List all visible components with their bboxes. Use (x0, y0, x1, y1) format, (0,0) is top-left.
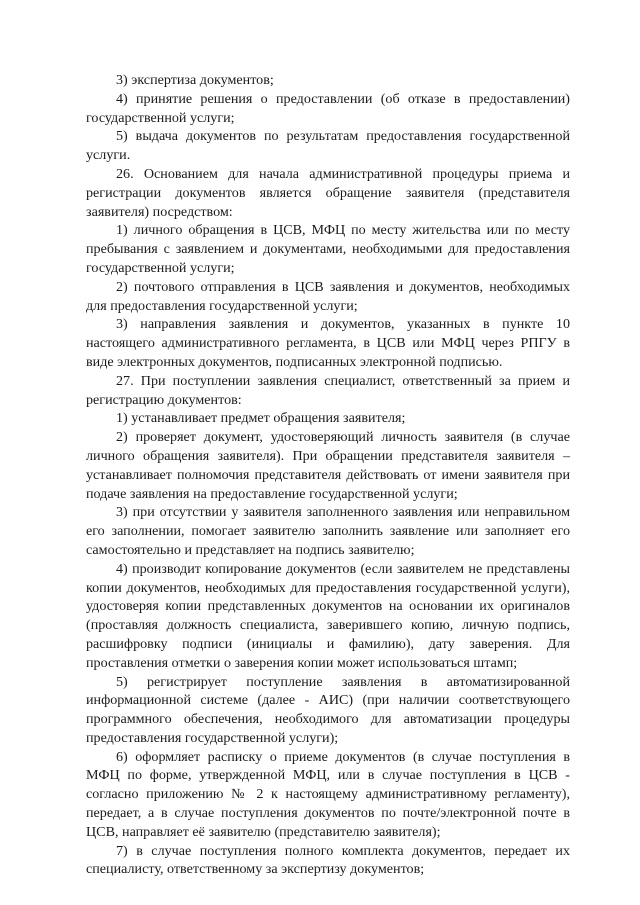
paragraph-27-item-2: 2) проверяет документ, удостоверяющий личность заявителя (в случае личного обращения заявителя). При обращении представителя заявителя – устанавливает полномочия представителя действовать от имени заявителя при подаче заявления на предоставление государственной услуги; (86, 429, 570, 502)
paragraph-27-item-1: 1) устанавливает предмет обращения заявителя; (116, 410, 406, 427)
paragraph-item-5-issuance: 5) выдача документов по результатам предоставления государственной услуги. (86, 128, 570, 164)
paragraph-26-item-1: 1) личного обращения в ЦСВ, МФЦ по месту жительства или по месту пребывания с заявлением и документами, необходимыми для предоставления государственной услуги; (86, 222, 570, 276)
paragraph-item-3-expertise: 3) экспертиза документов; (116, 72, 274, 88)
paragraph-section-27: 27. При поступлении заявления специалист, ответственный за прием и регистрацию документов: (86, 372, 570, 408)
document-page (86, 71, 570, 879)
paragraph-27-item-3: 3) при отсутствии у заявителя заполненного заявления или неправильном его заполнении, помогает заявителю заполнить заявление или заполняет его самостоятельно и представляет на подпись заявителю; (86, 504, 570, 558)
paragraph-27-item-7: 7) в случае поступления полного комплекта документов, передает их специалисту, ответственному за экспертизу документов; (86, 842, 570, 878)
paragraph-26-item-3: 3) направления заявления и документов, указанных в пункте 10 настоящего административного регламента, в ЦСВ или МФЦ через РПГУ в виде электронных документов, подписанных электронной подписью. (86, 316, 570, 370)
paragraph-27-item-4: 4) производит копирование документов (если заявителем не представлены копии документов, необходимых для предоставления государственной услуги), удостоверяя копии представленных документов на основании их оригиналов (проставляя должность специалиста, заверившего копию, личную подпись, расшифровку подписи (инициалы и фамилию), дату заверения. Для проставления отметки о заверения копии может использоваться штамп; (86, 560, 570, 671)
paragraph-item-4-decision: 4) принятие решения о предоставлении (об отказе в предоставлении) государственной услуги; (86, 90, 570, 126)
paragraph-26-item-2: 2) почтового отправления в ЦСВ заявления и документов, необходимых для предоставления государственной услуги; (86, 278, 570, 314)
paragraph-27-item-6: 6) оформляет расписку о приеме документов (в случае поступления в МФЦ по форме, утвержденной МФЦ, или в случае поступления в ЦСВ - согласно приложению № 2 к настоящему административному регламенту), передает, а в случае поступления документов по почте/электронной почте в ЦСВ, направляет её заявителю (представителю заявителя); (86, 748, 570, 840)
paragraph-section-26: 26. Основанием для начала административной процедуры приема и регистрации документов является обращение заявителя (представителя заявителя) посредством: (86, 165, 570, 220)
paragraph-27-item-5: 5) регистрирует поступление заявления в автоматизированной информационной системе (далее - АИС) (при наличии соответствующего программного обеспечения, необходимого для автоматизации процедуры предоставления государственной услуги); (86, 673, 570, 746)
